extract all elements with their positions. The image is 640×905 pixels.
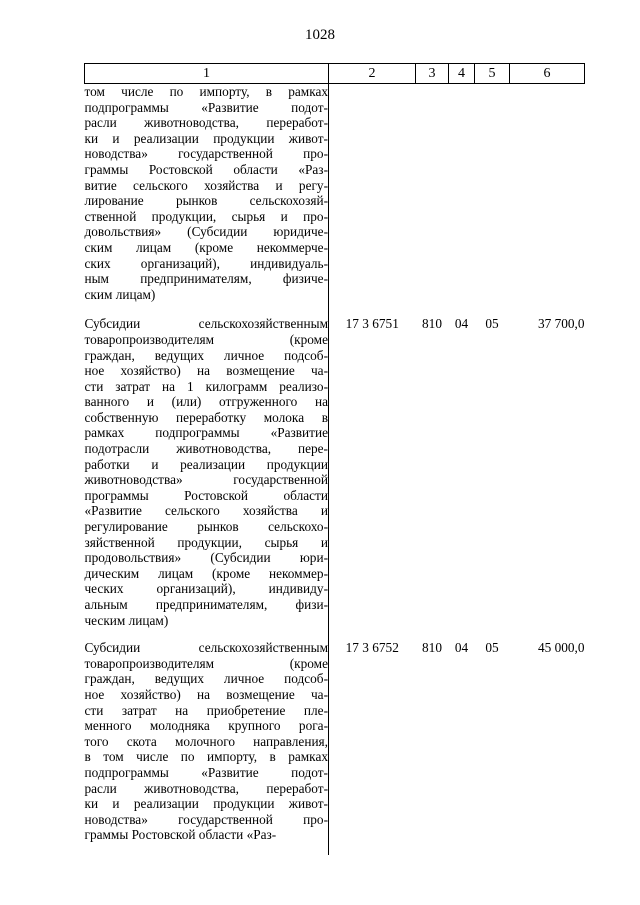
description-line: Субсидии сельскохозяйственным <box>84 316 328 332</box>
row-amount: 37 700,0 <box>537 316 585 332</box>
description-line: подпрограммы «Развитие подот- <box>84 99 328 115</box>
table-header-row <box>85 64 585 84</box>
row-amount: 45 000,0 <box>537 640 585 656</box>
description-line: довольствия» (Субсидии юридиче- <box>84 224 328 240</box>
description-line: ным предпринимателям, физиче- <box>84 271 328 287</box>
description-line: расли животноводства, переработ- <box>84 780 328 796</box>
description-line: ки и реализации продукции живот- <box>84 130 328 146</box>
row-amount <box>510 84 585 317</box>
description-line: того скота молочного направления, <box>84 733 328 749</box>
description-line: работки и реализации продукции <box>84 456 328 472</box>
description-line: том числе по импорту, в рамках <box>84 84 328 99</box>
description-line: ским лицам) <box>84 286 156 302</box>
description-line: лирование рынков сельскохозяй- <box>84 193 328 209</box>
description-line: подпрограммы «Развитие подот- <box>84 764 328 780</box>
row-description <box>85 84 329 317</box>
description-line: программы Ростовской области <box>84 487 328 503</box>
table-row <box>85 84 585 317</box>
description-line: ки и реализации продукции живот- <box>84 796 328 812</box>
description-line: граждан, ведущих личное подсоб- <box>84 671 328 687</box>
table-row <box>85 316 585 640</box>
description-line: ческих организаций), индивиду- <box>84 581 328 597</box>
description-line: Субсидии сельскохозяйственным <box>84 640 328 656</box>
description-line: зяйственной продукции, сырья и <box>84 534 328 550</box>
description-line: менного молодняка крупного рога- <box>84 718 328 734</box>
description-line: сти затрат на приобретение пле- <box>84 702 328 718</box>
column-header: 6 <box>510 64 585 84</box>
row-col4 <box>449 84 475 317</box>
row-col4: 04 <box>454 316 469 332</box>
description-line: собственную переработку молока в <box>84 409 328 425</box>
description-line: рамках подпрограммы «Развитие <box>84 425 328 441</box>
description-line: граммы Ростовской области «Раз- <box>84 827 277 843</box>
table-body <box>85 84 585 855</box>
description-line: в том числе по импорту, в рамках <box>84 749 328 765</box>
description-line: «Развитие сельского хозяйства и <box>84 503 328 519</box>
description-line: дическим лицам (кроме некоммер- <box>84 565 328 581</box>
column-header: 3 <box>416 64 449 84</box>
description-line: подотрасли животноводства, пере- <box>84 441 328 457</box>
description-line: ческим лицам) <box>84 612 169 628</box>
row-col3 <box>416 84 449 317</box>
description-line: ванного и (или) отгруженного на <box>84 394 328 410</box>
row-col3: 810 <box>422 316 442 332</box>
page-number: 1028 <box>305 27 335 43</box>
row-col4: 04 <box>454 640 469 656</box>
row-col5 <box>475 84 510 317</box>
row-col3: 810 <box>422 640 442 656</box>
column-header: 1 <box>85 64 329 84</box>
budget-table <box>84 63 585 855</box>
description-line: ное хозяйство) на возмещение ча- <box>84 363 328 379</box>
description-line: регулирование рынков сельскохо- <box>84 519 328 535</box>
description-line: животноводства» государственной <box>84 472 328 488</box>
row-description <box>85 316 329 640</box>
description-line: ственной продукции, сырья и про- <box>84 208 328 224</box>
row-description <box>85 640 329 855</box>
description-line: ских организаций), индивидуаль- <box>84 255 328 271</box>
table-row <box>85 640 585 855</box>
row-code: 17 3 6751 <box>329 316 416 640</box>
description-line: ное хозяйство) на возмещение ча- <box>84 686 328 702</box>
description-line: ским лицам (кроме некоммерче- <box>84 239 328 255</box>
row-code: 17 3 6752 <box>329 640 416 855</box>
description-line: витие сельского хозяйства и регу- <box>84 177 328 193</box>
description-line: альным предпринимателям, физи- <box>84 597 328 612</box>
description-line: новодства» государственной про- <box>84 811 328 827</box>
description-line: расли животноводства, переработ- <box>84 115 328 131</box>
column-header: 4 <box>449 64 475 84</box>
description-line: сти затрат на 1 килограмм реализо- <box>84 378 328 394</box>
description-line: граждан, ведущих личное подсоб- <box>84 347 328 363</box>
description-line: товаропроизводителям (кроме <box>84 655 328 671</box>
description-line: новодства» государственной про- <box>84 146 328 162</box>
row-col5: 05 <box>485 640 499 656</box>
row-code <box>329 84 416 317</box>
description-line: граммы Ростовской области «Раз- <box>84 161 328 177</box>
description-line: товаропроизводителям (кроме <box>84 331 328 347</box>
row-col5: 05 <box>485 316 499 332</box>
description-line: продовольствия» (Субсидии юри- <box>84 550 328 566</box>
column-header: 2 <box>329 64 416 84</box>
column-header: 5 <box>475 64 510 84</box>
